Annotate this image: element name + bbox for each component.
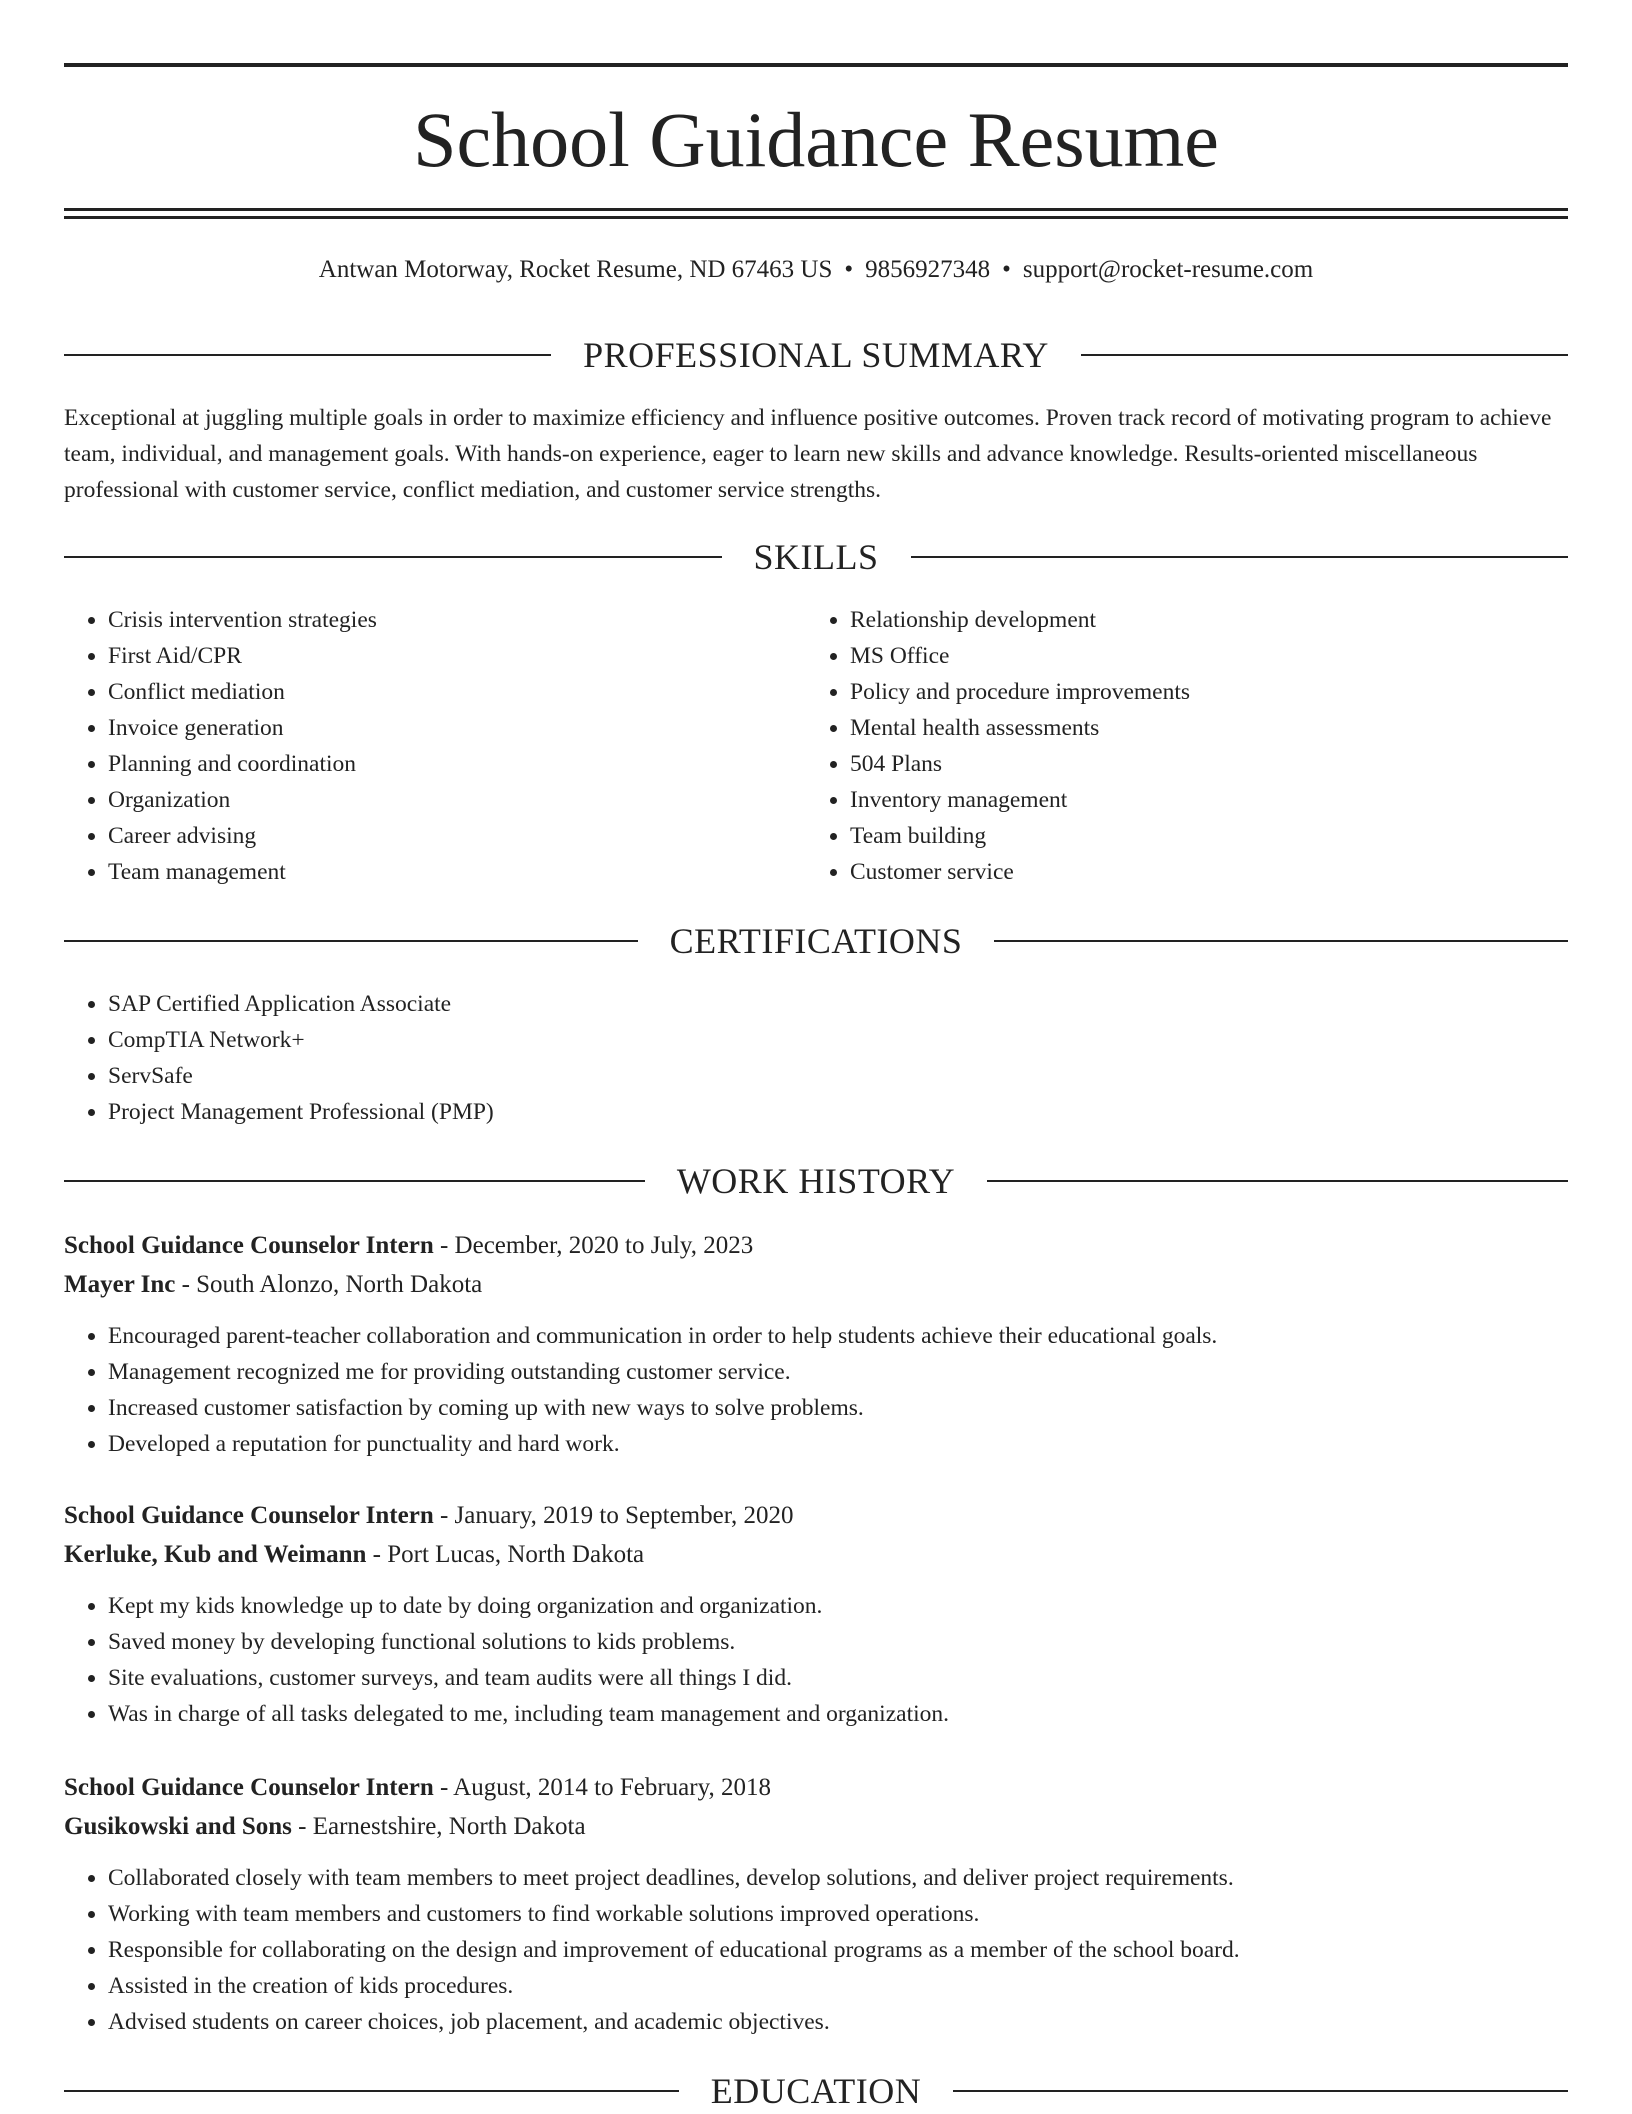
job-duty-item: • Increased customer satisfaction by coming up with new ways to solve problems.: [108, 1390, 1568, 1426]
skill-item: • Career advising: [108, 818, 804, 854]
job-dates: - August, 2014 to February, 2018: [433, 1774, 771, 1801]
job-location: - Earnestshire, North Dakota: [291, 1813, 586, 1840]
contact-phone: 9856927348: [865, 256, 991, 283]
job-title-line: [64, 1226, 1568, 1265]
skill-item: • First Aid/CPR: [108, 638, 804, 674]
job-duty-item: • Was in charge of all tasks delegated to me, including team management and organization.: [108, 1696, 1568, 1732]
job-company-line: [64, 1535, 1568, 1574]
section-rule-right: [911, 556, 1569, 558]
contact-separator: •: [844, 256, 854, 283]
certifications-block: [64, 986, 1568, 1130]
section-rule-left: [64, 556, 722, 558]
job-duty-item: • Encouraged parent-teacher collaboration and communication in order to help students achieve their educational goals.: [108, 1318, 1568, 1354]
section-rule-right: [953, 2090, 1568, 2092]
job-title-line: [64, 1496, 1568, 1535]
job-company-line: [64, 1265, 1568, 1304]
job-company: Gusikowski and Sons: [64, 1813, 292, 1840]
header-double-rule: [64, 208, 1568, 219]
job-duties-list: [64, 1860, 1568, 2040]
job-duty-item: • Saved money by developing functional solutions to kids problems.: [108, 1624, 1568, 1660]
skill-item: • MS Office: [850, 638, 1546, 674]
job-dates: - December, 2020 to July, 2023: [433, 1232, 754, 1259]
skill-item: • Team management: [108, 854, 804, 890]
section-title-certifications: CERTIFICATIONS: [669, 921, 963, 961]
skill-item: • Inventory management: [850, 782, 1546, 818]
section-rule-left: [64, 940, 638, 942]
skill-item: • Organization: [108, 782, 804, 818]
section-rule-left: [64, 2090, 679, 2092]
job-entry: [64, 1768, 1568, 2040]
job-location: - South Alonzo, North Dakota: [175, 1271, 483, 1298]
contact-email: support@rocket-resume.com: [1022, 256, 1314, 283]
section-rule-right: [994, 940, 1568, 942]
job-duties-list: [64, 1588, 1568, 1732]
contact-line: [64, 252, 1568, 288]
summary-text: Exceptional at juggling multiple goals in order to maximize efficiency and influence positive outcomes. Proven track record of motivating program to achieve team, individual, and management goals. With hands-on experience, eager to learn new skills and advance knowledge. Results-oriented miscellaneous professional with customer service, conflict mediation, and customer service strengths.: [64, 405, 1552, 503]
skill-item: • Conflict mediation: [108, 674, 804, 710]
skill-item: • Policy and procedure improvements: [850, 674, 1546, 710]
certification-item: • CompTIA Network+: [108, 1022, 1568, 1058]
section-header-work-history: [64, 1158, 1568, 1204]
job-title-line: [64, 1768, 1568, 1807]
job-duty-item: • Site evaluations, customer surveys, and team audits were all things I did.: [108, 1660, 1568, 1696]
skill-item: • Customer service: [850, 854, 1546, 890]
job-title: School Guidance Counselor Intern: [64, 1232, 434, 1259]
job-entry: [64, 1496, 1568, 1732]
skill-item: • Team building: [850, 818, 1546, 854]
skill-item: • Relationship development: [850, 602, 1546, 638]
section-header-summary: [64, 332, 1568, 378]
job-duty-item: • Responsible for collaborating on the design and improvement of educational programs as a member of the school board.: [108, 1932, 1568, 1968]
section-rule-right: [1081, 354, 1568, 356]
job-entry: [64, 1226, 1568, 1462]
section-title-work-history: WORK HISTORY: [676, 1161, 956, 1201]
contact-address: Antwan Motorway, Rocket Resume, ND 67463 US: [318, 256, 833, 283]
job-company: Kerluke, Kub and Weimann: [64, 1541, 367, 1568]
job-title: School Guidance Counselor Intern: [64, 1774, 434, 1801]
section-header-skills: [64, 534, 1568, 580]
job-duties-list: [64, 1318, 1568, 1462]
skills-list-left: [64, 602, 804, 890]
certification-item: • SAP Certified Application Associate: [108, 986, 1568, 1022]
skill-item: • Planning and coordination: [108, 746, 804, 782]
resume-title: School Guidance Resume: [413, 96, 1219, 183]
section-title-summary: PROFESSIONAL SUMMARY: [583, 335, 1049, 375]
skill-item: • Crisis intervention strategies: [108, 602, 804, 638]
skills-column-left: [64, 602, 804, 890]
job-duty-item: • Advised students on career choices, job placement, and academic objectives.: [108, 2004, 1568, 2040]
section-title-skills: SKILLS: [753, 537, 879, 577]
section-rule-left: [64, 1180, 645, 1182]
skill-item: • 504 Plans: [850, 746, 1546, 782]
certification-item: • Project Management Professional (PMP): [108, 1094, 1568, 1130]
contact-separator: •: [1002, 256, 1011, 283]
section-header-education: [64, 2068, 1568, 2114]
section-rule-left: [64, 354, 551, 356]
job-duty-item: • Assisted in the creation of kids procedures.: [108, 1968, 1568, 2004]
skills-column-right: [806, 602, 1546, 890]
job-company: Mayer Inc: [64, 1271, 176, 1298]
job-dates: - January, 2019 to September, 2020: [433, 1502, 794, 1529]
job-duty-item: • Developed a reputation for punctuality and hard work.: [108, 1426, 1568, 1462]
section-header-certifications: [64, 918, 1568, 964]
job-duty-item: • Collaborated closely with team members to meet project deadlines, develop solutions, and deliver project requirements.: [108, 1860, 1568, 1896]
job-company-line: [64, 1807, 1568, 1846]
job-duty-item: • Working with team members and customers to find workable solutions improved operations.: [108, 1896, 1568, 1932]
skill-item: • Invoice generation: [108, 710, 804, 746]
job-location: - Port Lucas, North Dakota: [366, 1541, 645, 1568]
job-duty-item: • Kept my kids knowledge up to date by doing organization and organization.: [108, 1588, 1568, 1624]
section-rule-right: [987, 1180, 1568, 1182]
header-top-rule: [64, 63, 1568, 67]
certifications-list: [64, 986, 1568, 1130]
skills-list-right: [806, 602, 1546, 890]
certification-item: • ServSafe: [108, 1058, 1568, 1094]
section-title-education: EDUCATION: [710, 2071, 922, 2111]
skill-item: • Mental health assessments: [850, 710, 1546, 746]
job-duty-item: • Management recognized me for providing outstanding customer service.: [108, 1354, 1568, 1390]
job-title: School Guidance Counselor Intern: [64, 1502, 434, 1529]
